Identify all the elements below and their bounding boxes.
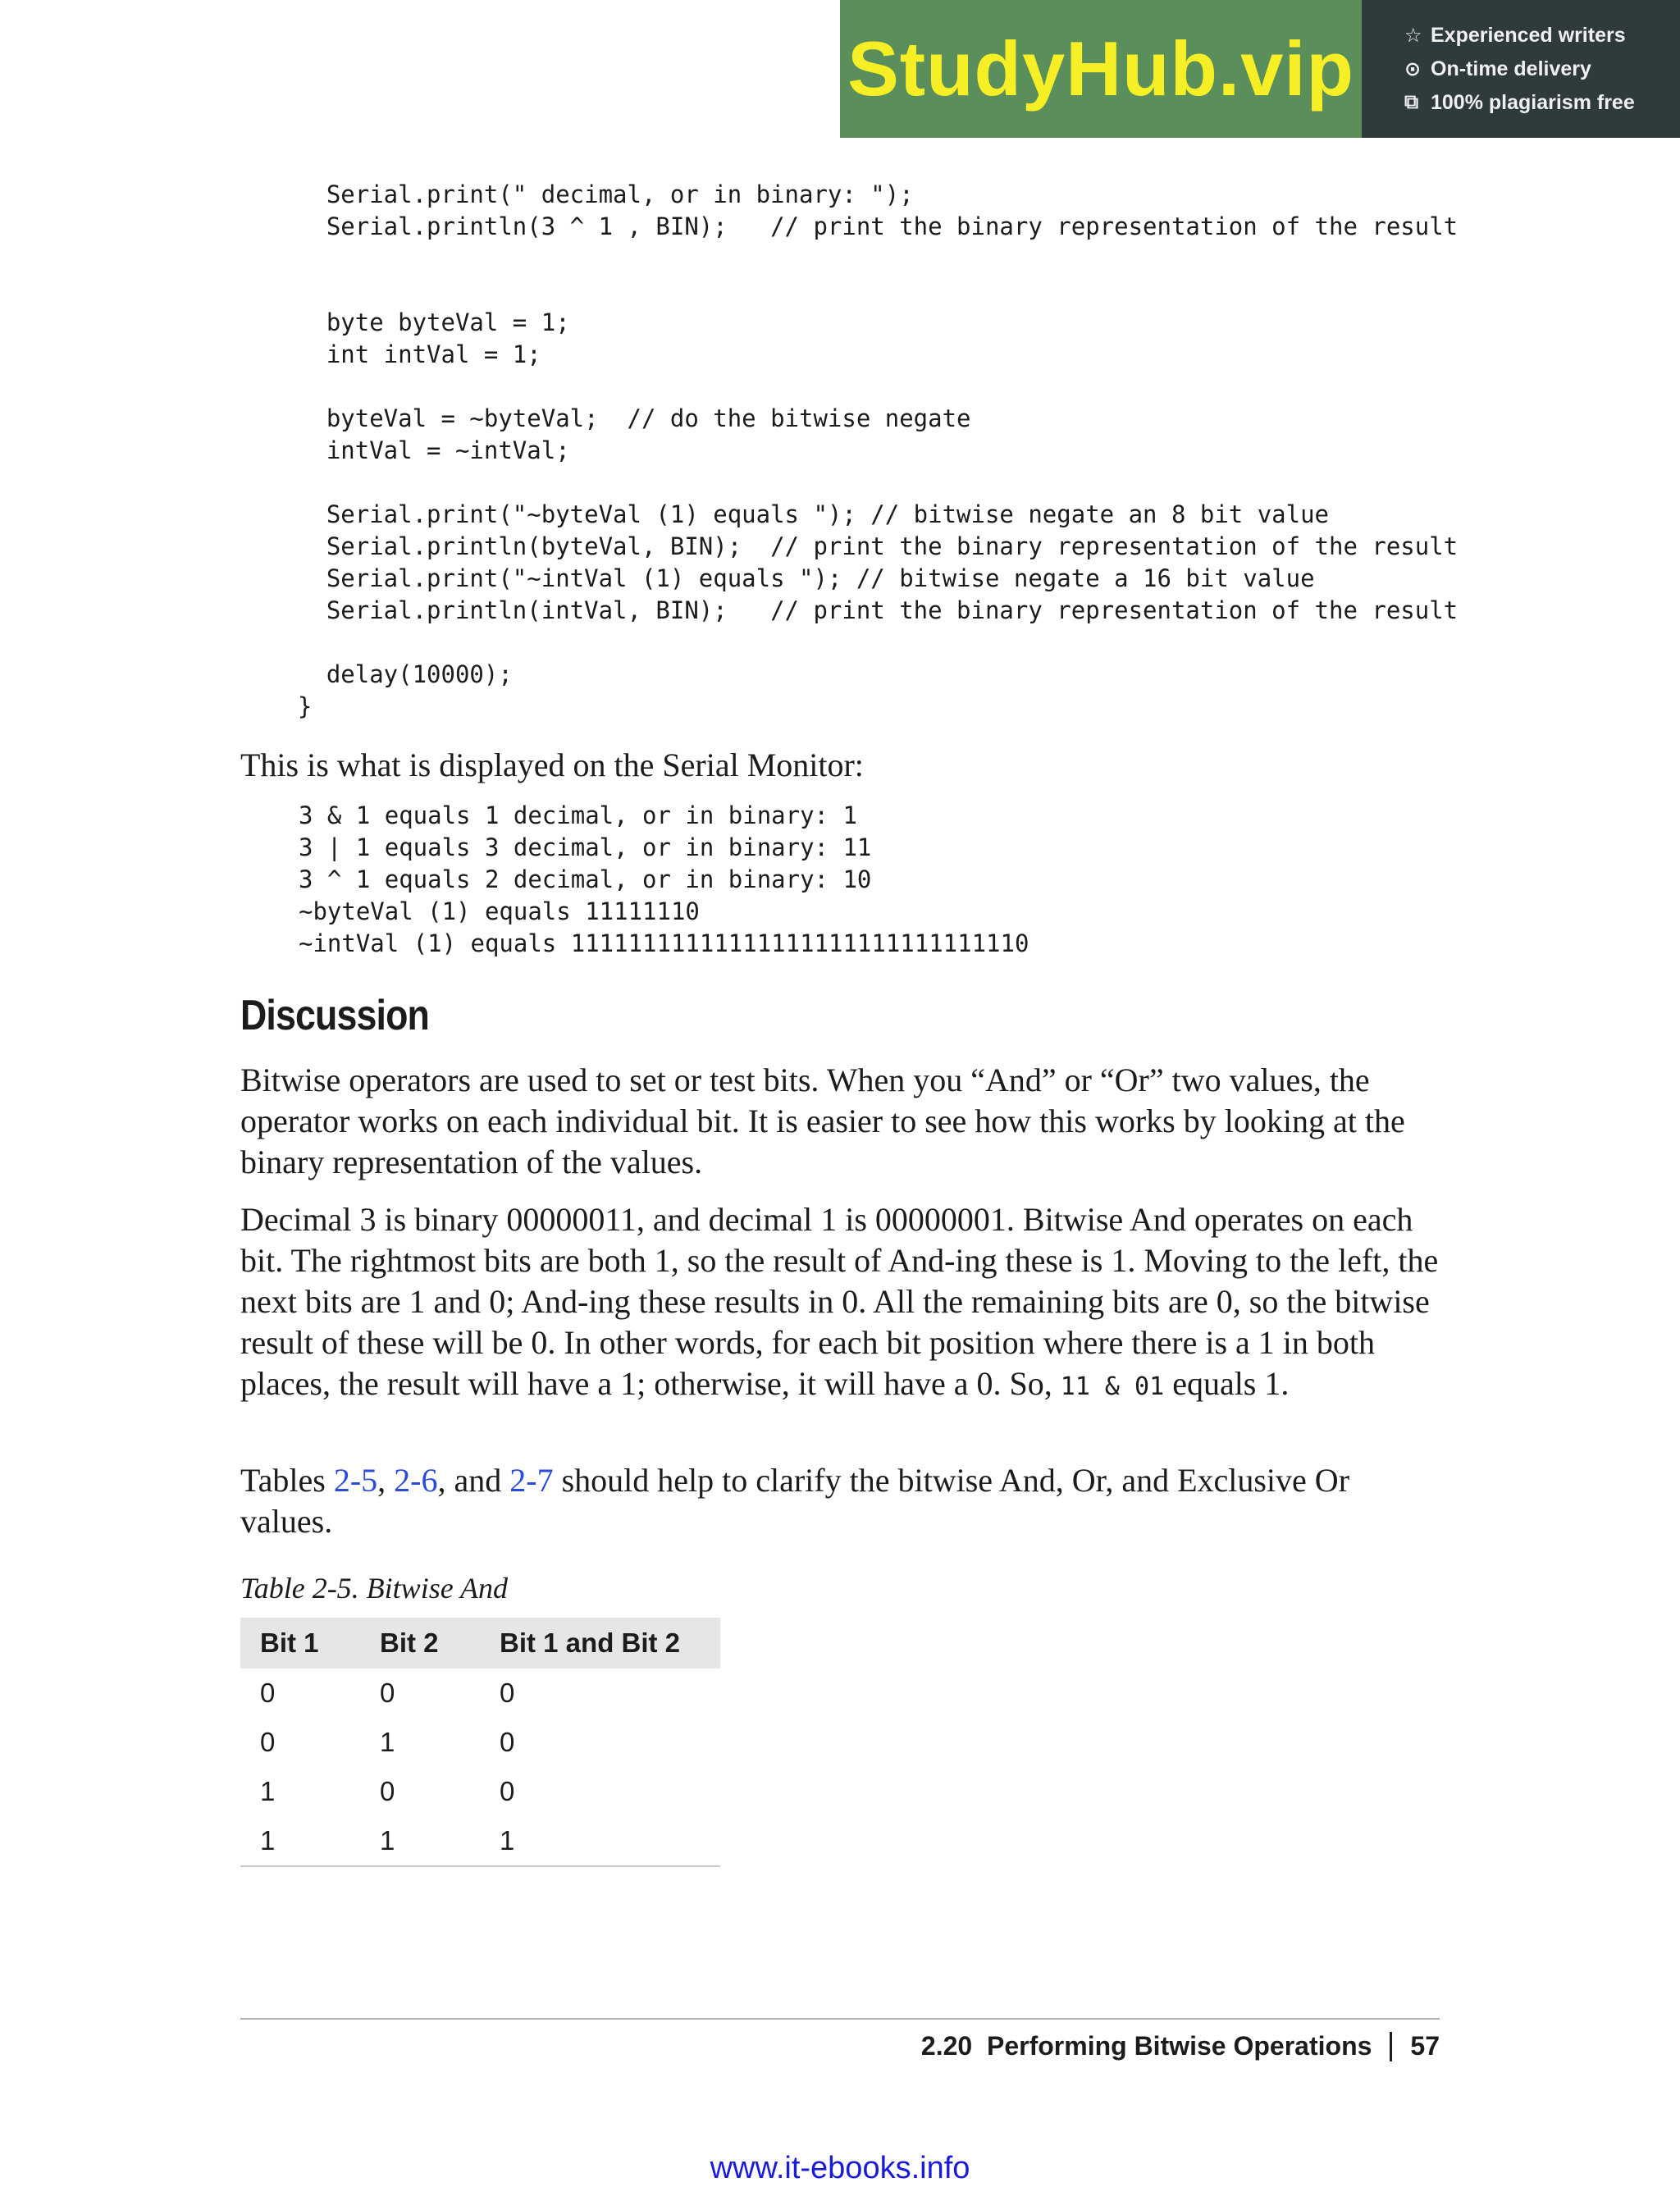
table-cell: 0 — [500, 1776, 515, 1806]
table-cell: 0 — [260, 1678, 276, 1708]
feature-experienced-writers — [1404, 19, 1680, 52]
bitwise-and-table — [240, 1618, 720, 1867]
feature-label: Experienced writers — [1431, 23, 1626, 47]
inline-code: 11 & 01 — [1060, 1372, 1165, 1401]
code-line: Serial.println(byteVal, BIN); // print the binary representation of the result — [269, 532, 1459, 560]
footer-separator — [1390, 2032, 1392, 2061]
column-header: Bit 1 and Bit 2 — [480, 1618, 720, 1669]
output-line: 3 | 1 equals 3 decimal, or in binary: 11 — [299, 833, 872, 861]
table-2-5-link[interactable]: 2-5 — [333, 1462, 378, 1499]
paragraph-text: Decimal 3 is binary 00000011, and decimal 1 is 00000001. Bitwise And operates on each bit. The rightmost bits are both 1, so the result of And-ing these is 1. Moving to the left, the next bits are 1 and 0; And-ing these results in 0. All the remaining bits are 0, so the bitwise result of these will be 0. In other words, for each bit position where there is a 1 in both places, the result will have a 1; otherwise, it will have a 0. So, — [240, 1201, 1439, 1402]
table-caption: Table 2-5. Bitwise And — [240, 1572, 509, 1605]
code-line: intVal = ~intVal; — [269, 436, 570, 464]
code-line: byte byteVal = 1; — [269, 308, 570, 336]
footer-divider — [240, 2018, 1440, 2020]
star-icon: ☆ — [1404, 24, 1422, 47]
code-line: int intVal = 1; — [269, 340, 541, 368]
table-cell: 1 — [260, 1776, 276, 1806]
table-cell: 1 — [380, 1727, 395, 1757]
code-line: Serial.print("~byteVal (1) equals "); // bitwise negate an 8 bit value — [269, 500, 1330, 528]
paragraph-text: should help to clarify the bitwise And, Or, and Exclusive Or values. — [240, 1462, 1350, 1540]
code-listing — [269, 179, 1458, 723]
feature-label: On-time delivery — [1431, 57, 1591, 80]
code-line: Serial.print("~intVal (1) equals "); // bitwise negate a 16 bit value — [269, 564, 1315, 592]
table-cell: 0 — [500, 1678, 515, 1708]
code-line: Serial.println(3 ^ 1 , BIN); // print the binary representation of the result — [269, 212, 1459, 240]
code-line: byteVal = ~byteVal; // do the bitwise negate — [269, 404, 971, 432]
discussion-paragraph-2 — [240, 1199, 1440, 1408]
paragraph-text: , and — [437, 1462, 510, 1499]
clock-icon: ⊙ — [1404, 57, 1422, 80]
paragraph-text: , — [377, 1462, 395, 1499]
copy-icon: ⧉ — [1404, 91, 1419, 113]
code-line — [269, 275, 1458, 307]
table-cell: 0 — [260, 1727, 276, 1757]
column-header: Bit 1 — [240, 1618, 360, 1669]
table-cell: 0 — [380, 1776, 395, 1806]
section-title: 2.20 Performing Bitwise Operations — [920, 2031, 1372, 2061]
output-line: ~intVal (1) equals 11111111111111111111111111111110 — [299, 929, 1029, 957]
code-line: } — [269, 692, 313, 720]
studyhub-banner[interactable] — [840, 0, 1680, 138]
discussion-paragraph-3 — [240, 1460, 1440, 1542]
discussion-heading: Discussion — [240, 992, 429, 1039]
table-row — [240, 1767, 720, 1816]
table-2-6-link[interactable]: 2-6 — [394, 1462, 438, 1499]
page-footer — [921, 2031, 1440, 2061]
column-header: Bit 2 — [360, 1618, 480, 1669]
feature-label: 100% plagiarism free — [1431, 90, 1635, 114]
website-link[interactable]: www.it-ebooks.info — [710, 2151, 970, 2185]
output-line: 3 & 1 equals 1 decimal, or in binary: 1 — [299, 801, 857, 829]
discussion-paragraph-1: Bitwise operators are used to set or test bits. When you “And” or “Or” two values, the operator works on each individual bit. It is easier to see how this works by looking at the binary representation of the values. — [240, 1061, 1405, 1180]
banner-features — [1362, 0, 1680, 138]
code-line: Serial.println(intVal, BIN); // print the binary representation of the result — [269, 596, 1459, 624]
page-number: 57 — [1410, 2031, 1440, 2061]
table-row — [240, 1816, 720, 1866]
table-header-row — [240, 1618, 720, 1669]
serial-output — [299, 800, 1029, 960]
feature-on-time-delivery — [1404, 52, 1680, 86]
table-cell: 1 — [240, 1816, 360, 1866]
feature-plagiarism-free — [1404, 86, 1680, 120]
paragraph-text: equals 1. — [1164, 1365, 1290, 1402]
serial-monitor-intro: This is what is displayed on the Serial Monitor: — [240, 746, 864, 783]
table-cell: 1 — [480, 1816, 720, 1866]
code-line — [269, 371, 1458, 403]
table-row — [240, 1669, 720, 1718]
table-cell: 0 — [380, 1678, 395, 1708]
paragraph-text: Tables — [240, 1462, 334, 1499]
code-line — [269, 627, 1458, 659]
output-line: ~byteVal (1) equals 11111110 — [299, 897, 700, 925]
code-line: delay(10000); — [269, 660, 513, 688]
table-cell: 0 — [500, 1727, 515, 1757]
table-cell: 1 — [360, 1816, 480, 1866]
studyhub-logo[interactable]: StudyHub.vip — [847, 25, 1354, 112]
code-line — [269, 243, 1458, 275]
table-2-7-link[interactable]: 2-7 — [509, 1462, 554, 1499]
code-line — [269, 467, 1458, 499]
output-line: 3 ^ 1 equals 2 decimal, or in binary: 10 — [299, 865, 872, 893]
code-line: Serial.print(" decimal, or in binary: "); — [269, 180, 914, 208]
table-row — [240, 1718, 720, 1767]
